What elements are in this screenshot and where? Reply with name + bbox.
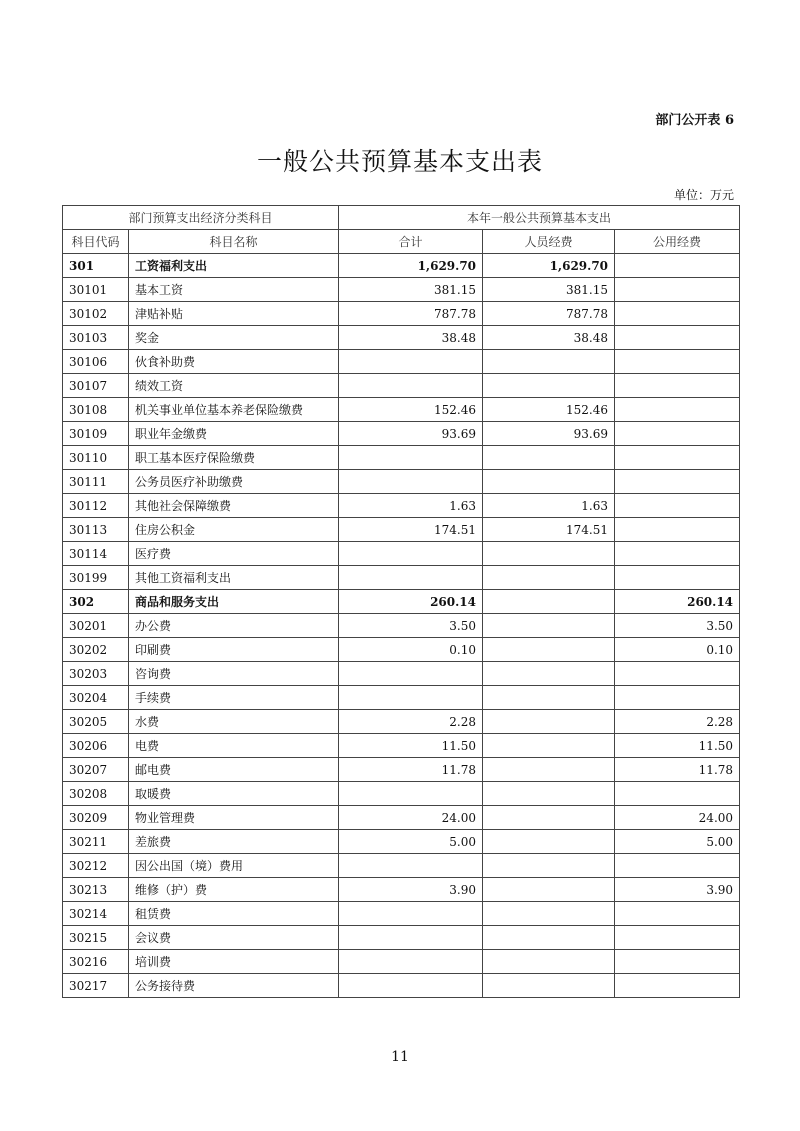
cell-personnel: [483, 806, 615, 830]
header-code: 科目代码: [63, 230, 129, 254]
page-number: 11: [391, 1049, 409, 1065]
table-row: [63, 950, 740, 974]
cell-public: 11.78: [615, 758, 740, 782]
cell-name: 培训费: [129, 950, 339, 974]
table-row: [63, 278, 740, 302]
cell-total: 3.90: [339, 878, 483, 902]
cell-total: 381.15: [339, 278, 483, 302]
cell-code: 301: [63, 254, 129, 278]
cell-public: 0.10: [615, 638, 740, 662]
cell-public: [615, 278, 740, 302]
cell-name: 咨询费: [129, 662, 339, 686]
header-personnel: 人员经费: [483, 230, 615, 254]
cell-public: [615, 686, 740, 710]
cell-total: [339, 950, 483, 974]
cell-name: 基本工资: [129, 278, 339, 302]
header-name: 科目名称: [129, 230, 339, 254]
table-row: [63, 830, 740, 854]
cell-personnel: [483, 686, 615, 710]
cell-code: 30207: [63, 758, 129, 782]
cell-total: [339, 686, 483, 710]
cell-public: 5.00: [615, 830, 740, 854]
cell-public: [615, 782, 740, 806]
cell-personnel: [483, 926, 615, 950]
cell-personnel: [483, 470, 615, 494]
cell-total: [339, 470, 483, 494]
cell-code: 30103: [63, 326, 129, 350]
cell-total: 0.10: [339, 638, 483, 662]
cell-personnel: [483, 830, 615, 854]
cell-total: [339, 446, 483, 470]
cell-public: [615, 326, 740, 350]
cell-code: 30209: [63, 806, 129, 830]
table-row: [63, 878, 740, 902]
cell-name: 手续费: [129, 686, 339, 710]
cell-total: [339, 782, 483, 806]
cell-public: [615, 902, 740, 926]
cell-code: 30110: [63, 446, 129, 470]
cell-personnel: [483, 662, 615, 686]
cell-name: 印刷费: [129, 638, 339, 662]
cell-name: 津贴补贴: [129, 302, 339, 326]
table-row: [63, 902, 740, 926]
cell-personnel: [483, 614, 615, 638]
cell-name: 物业管理费: [129, 806, 339, 830]
cell-total: 11.50: [339, 734, 483, 758]
cell-personnel: [483, 374, 615, 398]
cell-total: 787.78: [339, 302, 483, 326]
table-row: [63, 638, 740, 662]
cell-name: 奖金: [129, 326, 339, 350]
table-row: [63, 614, 740, 638]
cell-name: 公务接待费: [129, 974, 339, 998]
table-row: [63, 254, 740, 278]
cell-code: 30199: [63, 566, 129, 590]
cell-public: [615, 662, 740, 686]
table-row: [63, 470, 740, 494]
cell-total: [339, 350, 483, 374]
cell-total: [339, 902, 483, 926]
header-public: 公用经费: [615, 230, 740, 254]
cell-code: 30114: [63, 542, 129, 566]
cell-name: 公务员医疗补助缴费: [129, 470, 339, 494]
table-row: [63, 398, 740, 422]
table-row: [63, 374, 740, 398]
table-row: [63, 326, 740, 350]
cell-personnel: [483, 854, 615, 878]
table-row: [63, 806, 740, 830]
cell-total: [339, 566, 483, 590]
cell-total: 93.69: [339, 422, 483, 446]
cell-public: [615, 350, 740, 374]
cell-personnel: 1,629.70: [483, 254, 615, 278]
cell-public: 3.90: [615, 878, 740, 902]
cell-name: 商品和服务支出: [129, 590, 339, 614]
cell-personnel: [483, 902, 615, 926]
cell-total: [339, 542, 483, 566]
cell-total: 1,629.70: [339, 254, 483, 278]
cell-personnel: [483, 710, 615, 734]
cell-code: 30213: [63, 878, 129, 902]
cell-public: [615, 950, 740, 974]
cell-total: 11.78: [339, 758, 483, 782]
cell-public: [615, 566, 740, 590]
cell-public: [615, 494, 740, 518]
cell-code: 30211: [63, 830, 129, 854]
cell-total: [339, 374, 483, 398]
cell-public: [615, 422, 740, 446]
cell-code: 30111: [63, 470, 129, 494]
cell-name: 维修（护）费: [129, 878, 339, 902]
cell-personnel: [483, 638, 615, 662]
table-row: [63, 446, 740, 470]
table-row: [63, 758, 740, 782]
cell-code: 30102: [63, 302, 129, 326]
cell-code: 302: [63, 590, 129, 614]
cell-name: 住房公积金: [129, 518, 339, 542]
cell-code: 30203: [63, 662, 129, 686]
table-row: [63, 566, 740, 590]
cell-total: 24.00: [339, 806, 483, 830]
cell-personnel: [483, 542, 615, 566]
cell-name: 取暖费: [129, 782, 339, 806]
table-row: [63, 350, 740, 374]
cell-total: [339, 662, 483, 686]
cell-name: 会议费: [129, 926, 339, 950]
cell-code: 30107: [63, 374, 129, 398]
table-row: [63, 926, 740, 950]
cell-name: 办公费: [129, 614, 339, 638]
cell-total: 174.51: [339, 518, 483, 542]
cell-code: 30217: [63, 974, 129, 998]
cell-code: 30112: [63, 494, 129, 518]
cell-name: 职工基本医疗保险缴费: [129, 446, 339, 470]
cell-public: [615, 374, 740, 398]
cell-total: 260.14: [339, 590, 483, 614]
table-row: [63, 542, 740, 566]
budget-table: [62, 205, 740, 998]
cell-name: 医疗费: [129, 542, 339, 566]
cell-personnel: [483, 566, 615, 590]
cell-public: 2.28: [615, 710, 740, 734]
table-row: [63, 710, 740, 734]
cell-code: 30113: [63, 518, 129, 542]
cell-code: 30108: [63, 398, 129, 422]
cell-code: 30204: [63, 686, 129, 710]
cell-public: 11.50: [615, 734, 740, 758]
cell-code: 30106: [63, 350, 129, 374]
cell-personnel: 381.15: [483, 278, 615, 302]
cell-name: 租赁费: [129, 902, 339, 926]
form-number: 部门公开表 6: [655, 113, 734, 128]
table-body: [63, 254, 740, 998]
cell-public: [615, 254, 740, 278]
table-row: [63, 662, 740, 686]
cell-total: 3.50: [339, 614, 483, 638]
cell-total: 152.46: [339, 398, 483, 422]
cell-code: 30205: [63, 710, 129, 734]
cell-personnel: 152.46: [483, 398, 615, 422]
cell-code: 30215: [63, 926, 129, 950]
cell-public: [615, 446, 740, 470]
page-title: 一般公共预算基本支出表: [256, 147, 543, 176]
cell-code: 30206: [63, 734, 129, 758]
table-row: [63, 854, 740, 878]
cell-code: 30208: [63, 782, 129, 806]
cell-public: [615, 974, 740, 998]
cell-personnel: 174.51: [483, 518, 615, 542]
cell-public: 24.00: [615, 806, 740, 830]
cell-total: [339, 974, 483, 998]
cell-personnel: [483, 350, 615, 374]
cell-name: 水费: [129, 710, 339, 734]
cell-total: 38.48: [339, 326, 483, 350]
table-row: [63, 302, 740, 326]
cell-name: 绩效工资: [129, 374, 339, 398]
cell-personnel: [483, 758, 615, 782]
cell-personnel: [483, 782, 615, 806]
cell-public: [615, 926, 740, 950]
cell-public: 3.50: [615, 614, 740, 638]
cell-public: [615, 854, 740, 878]
cell-personnel: 787.78: [483, 302, 615, 326]
table-row: [63, 974, 740, 998]
table-row: [63, 782, 740, 806]
table-row: [63, 686, 740, 710]
cell-public: [615, 398, 740, 422]
unit-label: 单位：万元: [673, 188, 734, 202]
table-row: [63, 734, 740, 758]
table-row: [63, 590, 740, 614]
cell-public: [615, 542, 740, 566]
cell-code: 30101: [63, 278, 129, 302]
cell-name: 机关事业单位基本养老保险缴费: [129, 398, 339, 422]
cell-public: 260.14: [615, 590, 740, 614]
cell-public: [615, 302, 740, 326]
cell-total: 5.00: [339, 830, 483, 854]
cell-code: 30109: [63, 422, 129, 446]
header-group-row: [63, 206, 740, 230]
cell-code: 30201: [63, 614, 129, 638]
cell-name: 职业年金缴费: [129, 422, 339, 446]
cell-total: [339, 926, 483, 950]
cell-personnel: 93.69: [483, 422, 615, 446]
cell-name: 伙食补助费: [129, 350, 339, 374]
cell-personnel: [483, 878, 615, 902]
cell-personnel: [483, 446, 615, 470]
cell-code: 30214: [63, 902, 129, 926]
cell-public: [615, 470, 740, 494]
cell-code: 30202: [63, 638, 129, 662]
cell-name: 其他工资福利支出: [129, 566, 339, 590]
table-row: [63, 518, 740, 542]
cell-code: 30216: [63, 950, 129, 974]
cell-personnel: [483, 950, 615, 974]
header-group-expenditure: 本年一般公共预算基本支出: [339, 206, 740, 230]
cell-personnel: [483, 734, 615, 758]
cell-name: 因公出国（境）费用: [129, 854, 339, 878]
header-total: 合计: [339, 230, 483, 254]
cell-name: 差旅费: [129, 830, 339, 854]
cell-name: 工资福利支出: [129, 254, 339, 278]
cell-name: 其他社会保障缴费: [129, 494, 339, 518]
table-row: [63, 494, 740, 518]
cell-total: 2.28: [339, 710, 483, 734]
cell-personnel: 1.63: [483, 494, 615, 518]
cell-name: 电费: [129, 734, 339, 758]
cell-personnel: [483, 590, 615, 614]
cell-total: 1.63: [339, 494, 483, 518]
cell-total: [339, 854, 483, 878]
header-group-classification: 部门预算支出经济分类科目: [63, 206, 339, 230]
cell-code: 30212: [63, 854, 129, 878]
cell-name: 邮电费: [129, 758, 339, 782]
cell-personnel: [483, 974, 615, 998]
cell-personnel: 38.48: [483, 326, 615, 350]
table-row: [63, 422, 740, 446]
header-column-row: [63, 230, 740, 254]
cell-public: [615, 518, 740, 542]
